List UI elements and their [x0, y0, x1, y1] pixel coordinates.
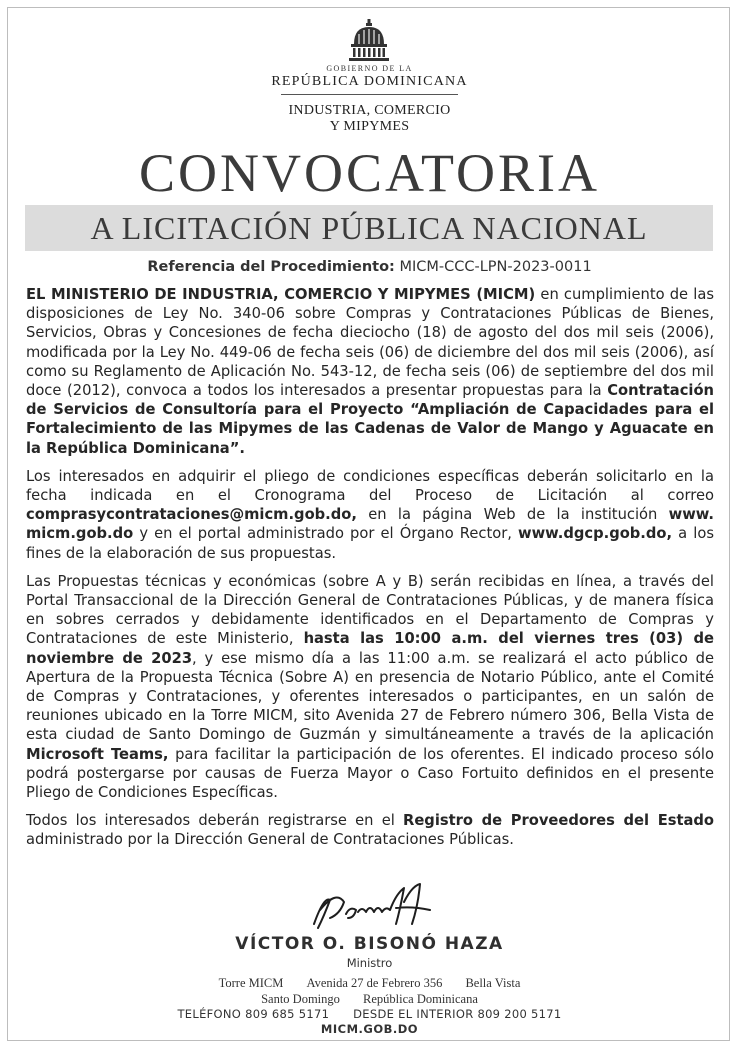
submission-text-2: , y ese mismo día a las 11:00 a.m. se realizará el acto público de Apertura de la Propuesta Técnica (Sobre A) en presencia de Notario Público, ante el Comité de Compras y Contrataciones, y oferentes interesados o participantes, en un salón de reuniones ubicado en la Torre MICM, sito Avenida 27 de Febrero número 306, Bella Vista de esta ciudad de Santo Domingo de Guzmán y simultáneamente a través de la aplicación — [26, 649, 714, 744]
page-title: CONVOCATORIA — [138, 143, 601, 203]
footer-website-link[interactable]: MICM.GOB.DO — [320, 1022, 419, 1036]
reference-label: Referencia del Procedimiento: — [147, 259, 395, 275]
signature-image — [300, 880, 445, 940]
reference-value: MICM-CCC-LPN-2023-0011 — [399, 259, 592, 275]
signer-name: VÍCTOR O. BISONÓ HAZA — [235, 934, 504, 954]
bidding-docs-text-2: en la página Web de la institución — [356, 506, 669, 524]
paragraph-bidding-docs — [26, 467, 714, 563]
address-country: República Dominicana — [363, 992, 478, 1006]
meeting-app: Microsoft Teams, — [26, 745, 169, 763]
signer-role: Ministro — [346, 956, 393, 970]
project-name: Contratación de Servicios de Consultoría para el Proyecto “Ampliación de Capacidades para el Fortalecimiento de las Mipymes de las Cadenas de Valor de Mango y Aguacate en la República Dominicana”. — [26, 382, 714, 457]
footer-phones — [0, 1007, 739, 1021]
paragraph-intro — [26, 285, 714, 458]
institution-website-link[interactable]: www. micm.gob.do — [26, 506, 714, 543]
address-city: Santo Domingo — [261, 992, 340, 1006]
bidding-docs-text-3: y en el portal administrado por el Órgano Rector, — [133, 525, 519, 543]
submission-text-3: para facilitar la participación de los oferentes. El indicado proceso sólo podrá postergarse por causas de Fuerza Mayor o Caso Fortuito definidos en el presente Pliego de Condiciones Específicas. — [26, 745, 714, 802]
address-sector: Bella Vista — [465, 976, 521, 990]
ministry-lead: EL MINISTERIO DE INDUSTRIA, COMERCIO Y MIPYMES (MICM) — [26, 286, 536, 303]
page-subtitle: A LICITACIÓN PÚBLICA NACIONAL — [90, 210, 648, 246]
government-seal-icon — [346, 18, 392, 64]
paragraph-registration — [26, 811, 714, 849]
footer-city — [0, 992, 739, 1007]
address-street: Avenida 27 de Febrero 356 — [306, 976, 443, 990]
ministry-name — [0, 103, 739, 135]
footer-address — [0, 976, 739, 991]
address-building: Torre MICM — [218, 976, 284, 990]
registration-text-2: administrado por la Dirección General de Contrataciones Públicas. — [26, 831, 514, 849]
government-label: GOBIERNO DE LA — [326, 64, 413, 73]
country-label: REPÚBLICA DOMINICANA — [271, 74, 468, 89]
paragraph-submission — [26, 572, 714, 802]
intro-text: en cumplimiento de las disposiciones de Ley No. 340-06 sobre Compras y Contrataciones Públicas de Bienes, Servicios, Obras y Concesiones de fecha dieciocho (18) de agosto del dos mil seis (2006), modificada por la Ley No. 449-06 de fecha seis (06) de diciembre del dos mil seis (2006), así como su Reglamento de Aplicación No. 543-12, de fecha seis (06) de septiembre del dos mil doce (2012), convoca a todos los interesados a presentar propuestas para la — [26, 286, 714, 400]
phone-interior: DESDE EL INTERIOR 809 200 5171 — [353, 1007, 562, 1021]
supplier-registry: Registro de Proveedores del Estado — [403, 812, 715, 830]
contact-email-link[interactable]: comprasycontrataciones@micm.gob.do, — [26, 506, 357, 524]
notice-body — [26, 285, 714, 859]
dgcp-portal-link[interactable]: www.dgcp.gob.do, — [518, 525, 673, 543]
ministry-line-2: Y MIPYMES — [329, 119, 410, 134]
submission-deadline: hasta las 10:00 a.m. del viernes tres (03) de noviembre de 2023 — [26, 630, 714, 667]
procedure-reference — [0, 257, 739, 277]
bidding-docs-text-1: Los interesados en adquirir el pliego de condiciones específicas deberán solicitarlo en la fecha indicada en el Cronograma del Proceso de Licitación al correo — [26, 467, 714, 505]
registration-text-1: Todos los interesados deberán registrarse en el — [26, 812, 404, 830]
header-divider — [281, 94, 458, 95]
phone-number: TELÉFONO 809 685 5171 — [177, 1007, 330, 1021]
ministry-line-1: INDUSTRIA, COMERCIO — [288, 103, 451, 118]
submission-text-1: Las Propuestas técnicas y económicas (sobre A y B) serán recibidas en línea, a través del Portal Transaccional de la Dirección General de Contrataciones Públicas, y de manera física en sobres cerrados y debidamente identificados en el Departamento de Compras y Contrataciones de este Ministerio, — [26, 572, 714, 648]
bidding-docs-text-4: a los fines de la elaboración de sus propuestas. — [26, 525, 715, 562]
